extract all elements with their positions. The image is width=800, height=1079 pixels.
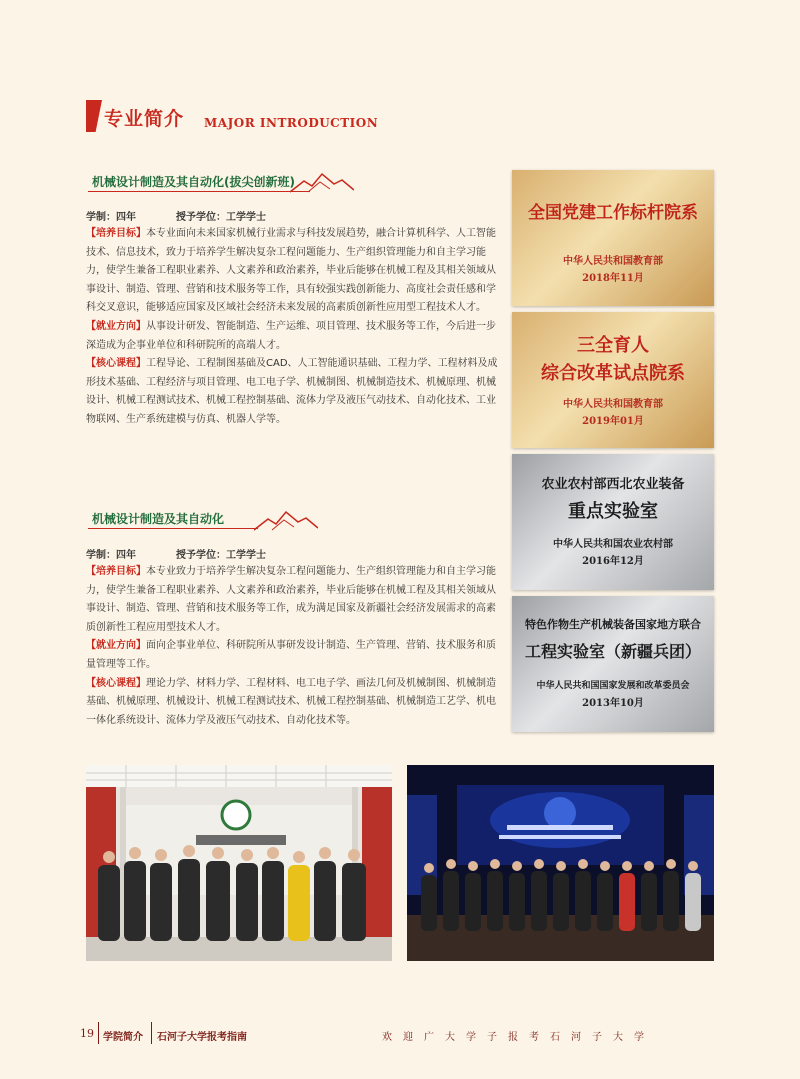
page-number: 19: [80, 1027, 94, 1040]
goal-text: 本专业致力于培养学生解决复杂工程问题能力、生产组织管理能力和自主学习能力，使学生兼备工程职业素养、人文素养和政治素养，毕业后能够在机械工程及其相关领域从事设计、制造、管理、营销和技术服务等工作，成为满足国家及新疆社会经济发展需求的高素质创新性工程应用型技术人才。: [86, 566, 496, 633]
course-tag: 【核心课程】: [86, 358, 146, 370]
plaque-title-line2: 重点实验室: [568, 501, 658, 522]
award-plaque: [512, 454, 714, 590]
career-tag: 【就业方向】: [86, 640, 146, 652]
plaque-title: 特色作物生产机械装备国家地方联合: [525, 618, 701, 631]
major-1-courses: [86, 355, 504, 429]
footer-divider: [98, 1022, 99, 1044]
goal-tag: 【培养目标】: [86, 228, 146, 239]
plaque-title-line2: 工程实验室（新疆兵团）: [524, 642, 701, 661]
course-text: 工程导论、工程制图基础及CAD、人工智能通识基础、工程力学、工程材料及成形技术基础、工程经济与项目管理、电工电子学、机械制图、机械制造技术、机械原理、机械设计、机械工程测试技术、机械工程控制基础、流体力学及液压气动技术、自动化技术、工业物联网、生产系统建模与仿真、机器人学等。: [86, 358, 498, 425]
award-plaque: [512, 312, 714, 448]
plaque-date: 2013年10月: [582, 698, 644, 709]
plaque-title: 全国党建工作标杆院系: [528, 203, 698, 223]
page-title: 专业简介: [104, 108, 185, 130]
footer-slogan: 欢迎广大学子报考石河子大学: [382, 1032, 655, 1043]
group-photo-lab: [86, 765, 392, 961]
major-2-body: [86, 563, 504, 730]
page-title-english: MAJOR INTRODUCTION: [204, 116, 379, 130]
plaque-date: 2019年01月: [582, 416, 644, 427]
stage-ceremony-photo: [407, 765, 714, 961]
major-2-title: 机械设计制造及其自动化: [92, 512, 225, 526]
plaque-org: 中华人民共和国教育部: [563, 256, 663, 267]
major-2-career: [86, 637, 504, 674]
header-accent-bar: [86, 100, 102, 132]
major-2-goal: [86, 563, 504, 637]
major-1-duration: 学制：四年: [86, 212, 136, 223]
major-1-career: [86, 318, 504, 355]
plaque-org: 中华人民共和国农业农村部: [553, 539, 673, 550]
stage-ceremony-photo-illustration: [407, 765, 714, 961]
major-1-title: 机械设计制造及其自动化(拔尖创新班): [92, 175, 295, 189]
plaque-date: 2016年12月: [582, 556, 644, 567]
footer-divider: [151, 1022, 152, 1044]
goal-text: 本专业面向未来国家机械行业需求与科技发展趋势，融合计算机科学、人工智能技术、信息技术，致力于培养学生解决复杂工程问题能力、生产组织管理能力和自主学习能力，使学生兼备工程职业素养、人文素养和政治素养，毕业后能够在机械工程及其相关领域从事设计、制造、管理、营销和技术服务等工作，具有较强实践创新能力、高度社会责任感和学科交叉意识，能够适应国家及区域社会经济未来发展的高素质创新性应用型工程技术人才。: [86, 228, 496, 314]
major-1-degree: 授予学位：工学学士: [176, 212, 266, 223]
major-2-degree: 授予学位：工学学士: [176, 550, 266, 561]
plaque-title: 农业农村部西北农业装备: [541, 477, 685, 492]
plaque-org: 中华人民共和国教育部: [563, 399, 663, 410]
course-text: 理论力学、材料力学、工程材料、电工电子学、画法几何及机械制图、机械制造基础、机械原理、机械设计、机械工程测试技术、机械工程控制基础、机械制造工艺学、机电一体化系统设计、流体力学及液压气动技术、自动化技术等。: [86, 677, 496, 726]
career-text: 从事设计研发、智能制造、生产运维、项目管理、技术服务等工作，今后进一步深造成为企事业单位和科研院所的高端人才。: [86, 320, 496, 351]
award-plaque: [512, 596, 714, 732]
plaque-title-line2: 综合改革试点院系: [541, 363, 685, 384]
major-2-courses: [86, 675, 504, 731]
major-1-body: [86, 225, 504, 430]
footer-guide: 石河子大学报考指南: [157, 1032, 247, 1043]
group-photo-lab-illustration: [86, 765, 392, 961]
career-tag: 【就业方向】: [86, 320, 146, 332]
plaque-org: 中华人民共和国国家发展和改革委员会: [536, 681, 690, 691]
plaque-date: 2018年11月: [582, 273, 644, 284]
mountain-decoration-icon: [254, 510, 318, 532]
footer-section: 学院简介: [103, 1032, 143, 1043]
major-1-goal: [86, 225, 504, 318]
major-1-underline: [88, 191, 310, 192]
major-2-duration: 学制：四年: [86, 550, 136, 561]
career-text: 面向企事业单位、科研院所从事研发设计制造、生产管理、营销、技术服务和质量管理等工作。: [86, 640, 496, 670]
goal-tag: 【培养目标】: [86, 566, 146, 577]
mountain-decoration-icon: [290, 172, 354, 194]
major-2-underline: [88, 528, 258, 529]
plaque-title: 三全育人: [577, 335, 649, 356]
award-plaque: [512, 170, 714, 306]
course-tag: 【核心课程】: [86, 677, 146, 689]
